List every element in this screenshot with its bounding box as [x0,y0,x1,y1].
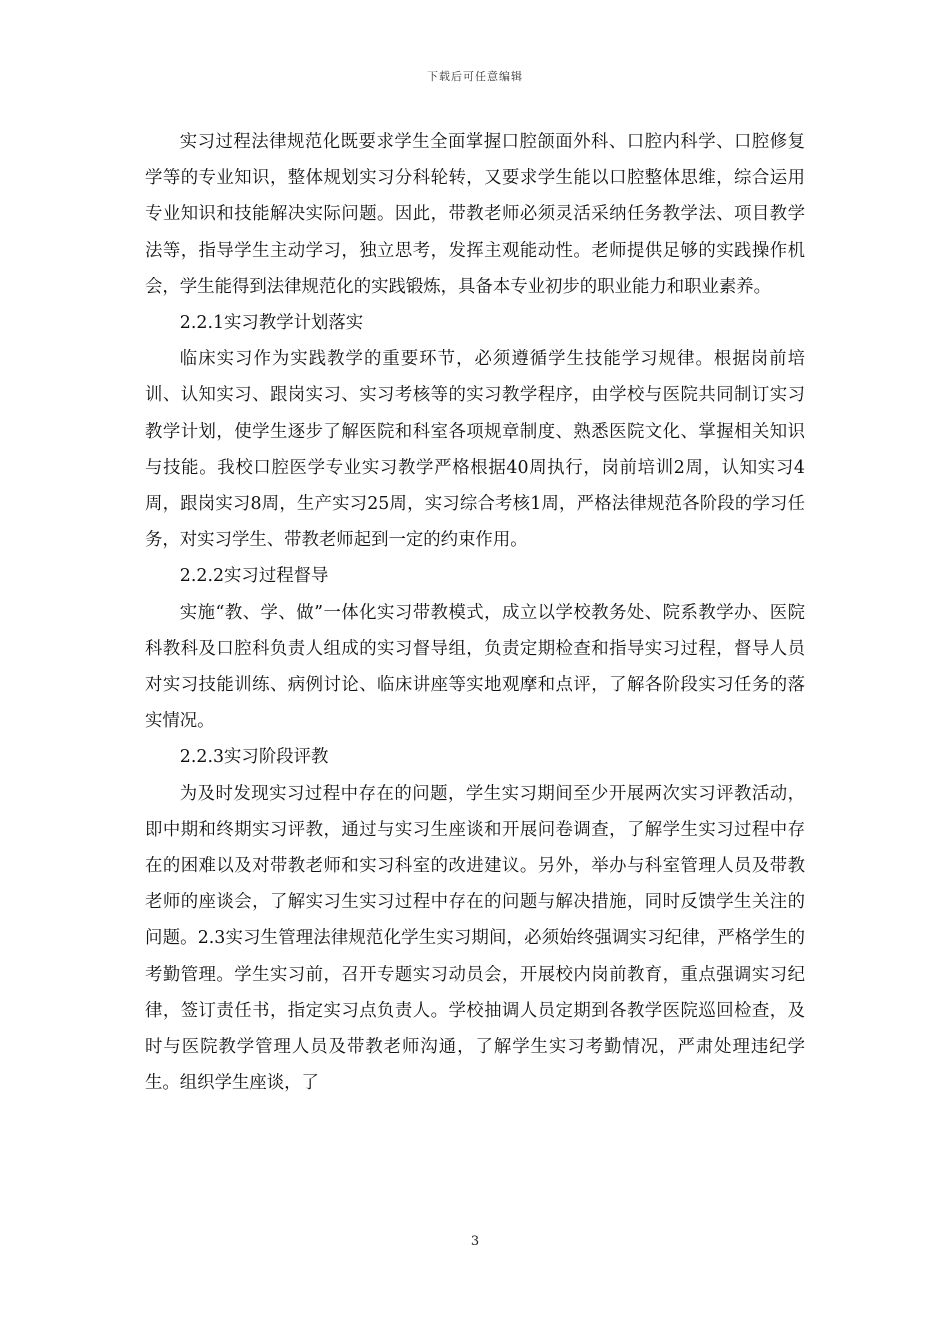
page-number: 3 [470,1234,480,1249]
section-heading-2-2-2: 2.2.2实习过程督导 [179,566,329,587]
paragraph-evaluation: 为及时发现实习过程中存在的问题，学生实习期间至少开展两次实习评教活动，即中期和终期实习评教，通过与实习生座谈和开展问卷调查，了解学生实习过程中存在的困难以及对带教老师和实习科室的改进建议。另外，举办与科室管理人员及带教老师的座谈会，了解实习生实习过程中存在的问题与解决措施，同时反馈学生关注的问题。2.3实习生管理法律规范化学生实习期间，必须始终强调实习纪律，严格学生的考勤管理。学生实习前，召开专题实习动员会，开展校内岗前教育，重点强调实习纪律，签订责任书，指定实习点负责人。学校抽调人员定期到各教学医院巡回检查，及时与医院教学管理人员及带教老师沟通，了解学生实习考勤情况，严肃处理违纪学生。组织学生座谈，了 [145,783,805,1094]
paragraph-teaching-plan: 临床实习作为实践教学的重要环节，必须遵循学生技能学习规律。根据岗前培训、认知实习、跟岗实习、实习考核等的实习教学程序，由学校与医院共同制订实习教学计划，使学生逐步了解医院和科室各项规章制度、熟悉医院文化、掌握相关知识与技能。我校口腔医学专业实习教学严格根据40周执行，岗前培训2周，认知实习4周，跟岗实习8周，生产实习25周，实习综合考核1周，严格法律规范各阶段的学习任务，对实习学生、带教老师起到一定的约束作用。 [145,349,805,551]
header-note: 下载后可任意编辑 [427,70,523,83]
section-heading-2-2-3: 2.2.3实习阶段评教 [179,747,329,768]
paragraph-practice-standardization: 实习过程法律规范化既要求学生全面掌握口腔颌面外科、口腔内科学、口腔修复学等的专业知识，整体规划实习分科轮转，又要求学生能以口腔整体思维，综合运用专业知识和技能解决实际问题。因此，带教老师必须灵活采纳任务教学法、项目教学法等，指导学生主动学习，独立思考，发挥主观能动性。老师提供足够的实践操作机会，学生能得到法律规范化的实践锻炼，具备本专业初步的职业能力和职业素养。 [145,132,805,297]
document-body [145,124,805,1101]
paragraph-supervision: 实施“教、学、做”一体化实习带教模式，成立以学校教务处、院系教学办、医院科教科及口腔科负责人组成的实习督导组，负责定期检查和指导实习过程，督导人员对实习技能训练、病例讨论、临床讲座等实地观摩和点评，了解各阶段实习任务的落实情况。 [145,602,805,732]
section-heading-2-2-1: 2.2.1实习教学计划落实 [179,313,364,334]
